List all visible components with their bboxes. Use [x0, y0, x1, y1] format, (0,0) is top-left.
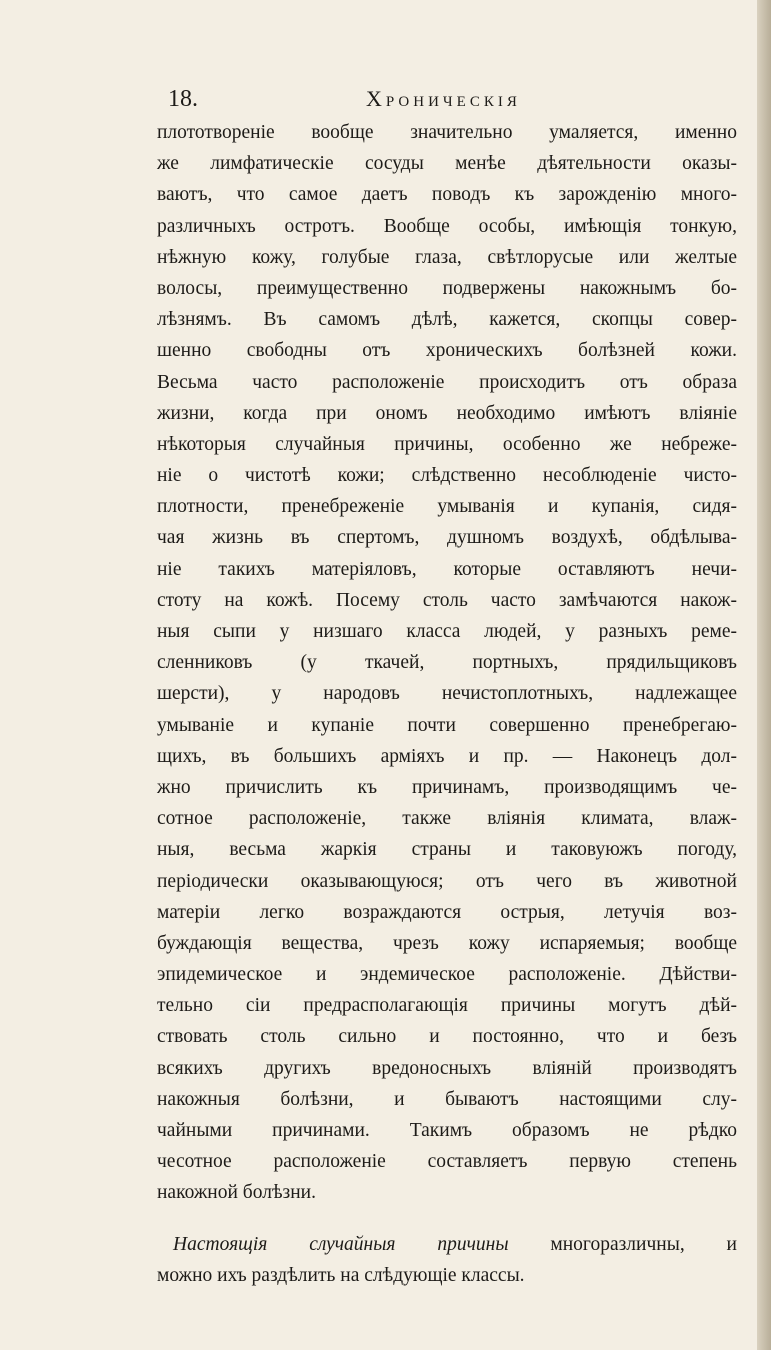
text-line: буждающія вещества, чрезъ кожу испаряемыя; вообще: [157, 932, 737, 954]
text-line: нѣкоторыя случайныя причины, особенно же небреже-: [157, 433, 737, 455]
text-line: періодически оказывающуюся; отъ чего въ животной: [157, 870, 737, 892]
page-header: [0, 84, 757, 114]
text-line: чая жизнь въ спертомъ, душномъ воздухѣ, обдѣлыва-: [157, 527, 737, 549]
text-line: накожной болѣзни.: [157, 1182, 316, 1204]
text-line: жизни, когда при ономъ необходимо имѣютъ вліяніе: [157, 402, 737, 424]
italic-phrase: Настоящія случайныя причины: [173, 1233, 509, 1255]
text-line: ніе такихъ матеріяловъ, которые оставляютъ нечи-: [157, 558, 737, 580]
text-line: ніе о чистотѣ кожи; слѣдственно несоблюденіе чисто-: [157, 465, 737, 487]
text-line: эпидемическое и эндемическое расположеніе. Дѣйстви-: [157, 964, 737, 986]
closing-paragraph-line: можно ихъ раздѣлить на слѣдующіе классы.: [157, 1264, 525, 1286]
closing-paragraph-line: [157, 1229, 737, 1260]
text-line: стоту на кожѣ. Посему столь часто замѣчаются накож-: [157, 589, 737, 611]
text-line: накожныя болѣзни, и бываютъ настоящими слу-: [157, 1088, 737, 1110]
text-line: ствовать столь сильно и постоянно, что и безъ: [157, 1026, 737, 1048]
text-line: чесотное расположеніе составляетъ первую степень: [157, 1151, 737, 1173]
text-line: Весьма часто расположеніе происходитъ отъ образа: [157, 371, 737, 393]
text-line: же лимфатическіе сосуды менѣе дѣятельности оказы-: [157, 153, 737, 175]
text-line: всякихъ другихъ вредоносныхъ вліяній производятъ: [157, 1057, 737, 1079]
text-line: ваютъ, что самое даетъ поводъ къ зарожденію много-: [157, 184, 737, 206]
page-number: 18.: [168, 86, 198, 112]
text-line: жно причислить къ причинамъ, производящимъ че-: [157, 776, 737, 798]
page-edge: [757, 0, 771, 1350]
text-line: сотное расположеніе, также вліянія климата, влаж-: [157, 808, 737, 830]
text-line: плотности, пренебреженіе умыванія и купанія, сидя-: [157, 496, 737, 518]
text-line: тельно сіи предрасполагающія причины могутъ дѣй-: [157, 995, 737, 1017]
paragraph-gap: [157, 1209, 737, 1229]
text-line: чайными причинами. Такимъ образомъ не рѣдко: [157, 1120, 737, 1141]
text-line: шенно свободны отъ хроническихъ болѣзней кожи.: [157, 340, 737, 362]
running-head: Хроническія: [366, 86, 521, 111]
text-line: ныя, весьма жаркія страны и таковуюжъ погоду,: [157, 839, 737, 861]
text-line: ныя сыпи у низшаго класса людей, у разныхъ реме-: [157, 621, 737, 642]
text-line: матеріи легко возраждаются острыя, летучія воз-: [157, 901, 737, 923]
closing-line-rest: многоразличны, и: [508, 1233, 737, 1255]
text-line: щихъ, въ большихъ арміяхъ и пр. — Наконецъ дол-: [157, 745, 737, 767]
text-line: шерсти), у народовъ нечистоплотныхъ, надлежащее: [157, 683, 737, 705]
text-line: плототвореніе вообще значительно умаляется, именно: [157, 122, 737, 143]
text-line: волосы, преимущественно подвержены накожнымъ бо-: [157, 277, 737, 299]
text-line: различныхъ остротъ. Вообще особы, имѣющія тонкую,: [157, 215, 737, 237]
body-text: [157, 117, 737, 1291]
text-line: умываніе и купаніе почти совершенно пренебрегаю-: [157, 714, 737, 736]
text-line: сленниковъ (у ткачей, портныхъ, прядильщиковъ: [157, 652, 737, 674]
text-line: лѣзнямъ. Въ самомъ дѣлѣ, кажется, скопцы совер-: [157, 309, 737, 331]
text-line: нѣжную кожу, голубые глаза, свѣтлорусые или желтые: [157, 246, 737, 268]
